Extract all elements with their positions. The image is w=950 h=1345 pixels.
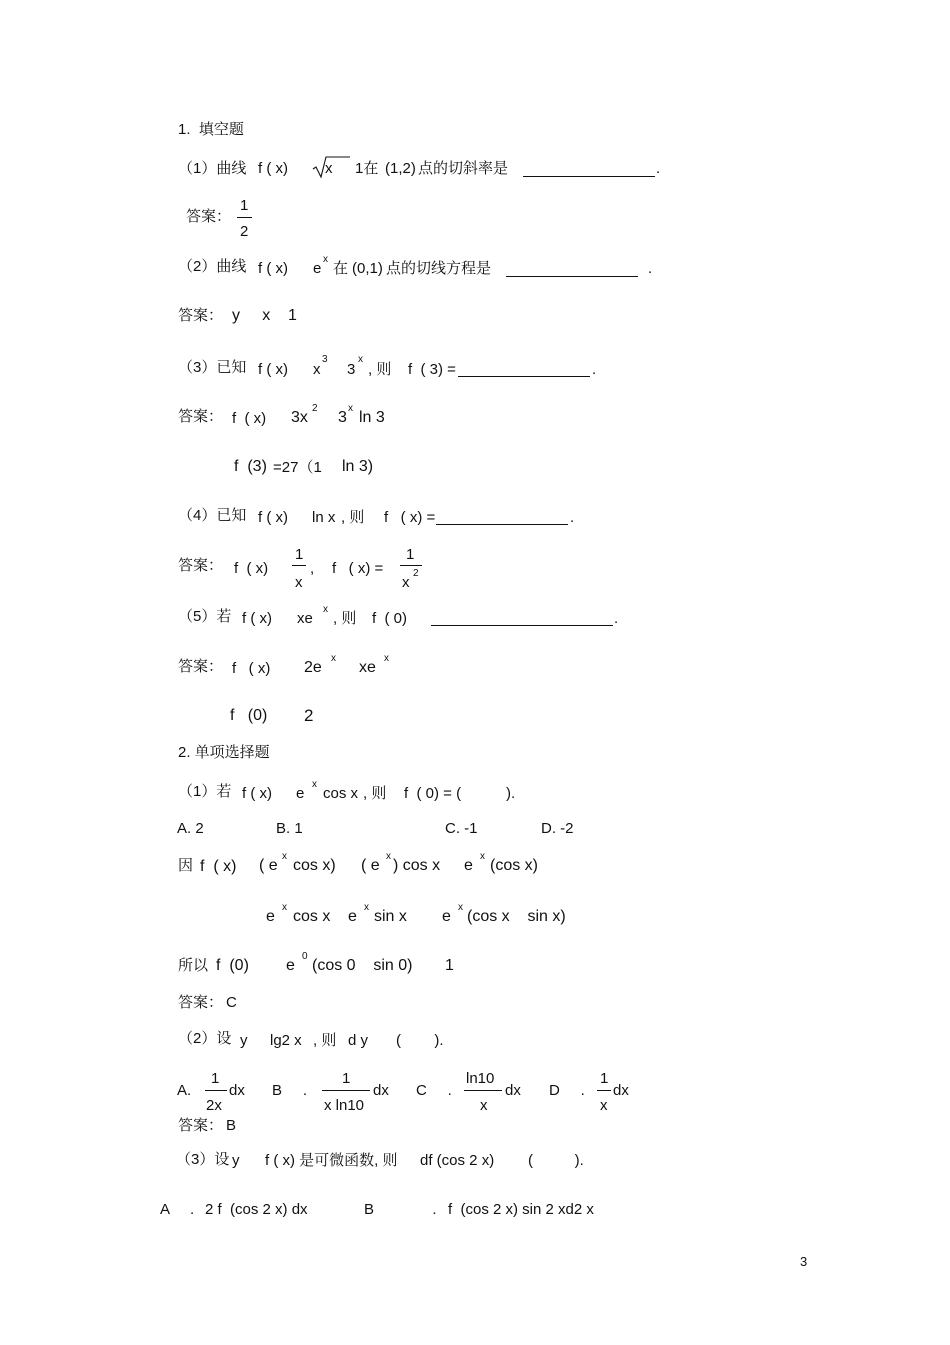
function-expr: f ( x) — [242, 610, 272, 627]
fraction-denominator: x — [402, 574, 410, 591]
function-expr: f ( x) — [242, 785, 272, 802]
section-title: 2. 单项选择题 — [178, 744, 270, 761]
exponent: 2 — [413, 568, 419, 579]
derivative-expr: f ( 0) = ( — [404, 785, 462, 802]
choice-paren: ( ). — [396, 1032, 444, 1049]
term: 3x — [291, 409, 308, 426]
period: . — [592, 361, 597, 378]
period: . — [614, 610, 619, 627]
answer-label: 答案： — [186, 208, 232, 225]
derivative-expr: f ( 3) = — [408, 361, 456, 378]
choice-paren: ). — [506, 785, 516, 802]
derivative-expr: f ( 0) — [372, 610, 408, 627]
choice-paren: ( ). — [528, 1152, 584, 1169]
term: cos x — [293, 908, 331, 925]
term: (cos x sin x) — [467, 908, 566, 925]
term: d y — [348, 1032, 369, 1049]
period: . — [648, 260, 653, 277]
exponent: x — [282, 902, 287, 913]
term: df (cos 2 x) — [420, 1152, 495, 1169]
answer-label: 答案： — [178, 994, 224, 1011]
term: 3 — [347, 361, 356, 378]
fraction-denominator: 2x — [206, 1097, 222, 1114]
question-label: （1）若 — [178, 783, 232, 800]
fraction-bar — [237, 217, 252, 218]
question-label: （2）曲线 — [178, 258, 247, 275]
term: ( e — [361, 857, 380, 874]
derivative-expr: f ( x) = — [384, 509, 436, 526]
exponent: x — [323, 254, 328, 265]
answer-blank[interactable] — [523, 176, 655, 177]
fraction-denominator: x ln10 — [324, 1097, 365, 1114]
term: 1在 — [355, 160, 379, 177]
answer-value: 2 — [304, 706, 314, 725]
derivative-expr: f ( x) — [200, 858, 237, 875]
solution-label: 所以 — [178, 957, 209, 974]
answer-expr: =27（1 — [273, 459, 322, 476]
question-text: , 则 — [313, 1032, 337, 1049]
answer-value: C — [226, 994, 237, 1011]
exp-base: e — [296, 785, 305, 802]
exponent: x — [480, 851, 485, 862]
exponent: x — [331, 653, 336, 664]
fraction-denominator: 2 — [240, 223, 249, 240]
option-a-label[interactable]: A . — [160, 1201, 195, 1218]
question-text: , 则 — [333, 610, 357, 627]
answer-label: 答案： — [178, 557, 224, 574]
term: lg2 x — [270, 1032, 302, 1049]
option-a-expr: 2 f (cos 2 x) dx — [205, 1201, 308, 1218]
derivative-expr: f (3) — [234, 458, 267, 475]
fraction-bar — [400, 565, 422, 566]
exponent: 2 — [312, 403, 318, 414]
point: (0,1) — [352, 260, 383, 277]
derivative-expr: f ( x) = — [332, 560, 384, 577]
point: (1,2) — [385, 160, 416, 177]
term: xe — [359, 659, 376, 676]
answer-expr: y x 1 — [232, 307, 297, 324]
term: ln x — [312, 509, 336, 526]
term: dx — [505, 1082, 521, 1099]
option-d[interactable]: D. -2 — [541, 820, 574, 837]
fraction-denominator: x — [295, 574, 303, 591]
term: e — [348, 908, 357, 925]
term: (cos x) — [490, 857, 538, 874]
term: ln 3 — [359, 409, 385, 426]
fraction-bar — [597, 1090, 611, 1091]
option-b-label[interactable]: B . — [272, 1082, 308, 1099]
term: e — [266, 908, 275, 925]
answer-blank[interactable] — [436, 524, 568, 525]
fraction-numerator: 1 — [600, 1070, 609, 1087]
fraction-numerator: 1 — [295, 546, 304, 563]
term: ( e — [259, 857, 278, 874]
exponent: x — [358, 354, 363, 365]
exponent: x — [348, 403, 353, 414]
answer-label: 答案： — [178, 408, 224, 425]
exponent: x — [384, 653, 389, 664]
exponent: 3 — [322, 354, 328, 365]
term: (cos 0 sin 0) — [312, 957, 413, 974]
function-expr: f ( x) — [258, 361, 288, 378]
answer-blank[interactable] — [458, 376, 590, 377]
term: x — [313, 361, 321, 378]
option-b-expr: f (cos 2 x) sin 2 xd2 x — [448, 1201, 594, 1218]
fraction-numerator: 1 — [240, 197, 249, 214]
question-text: f ( x) 是可微函数, 则 — [265, 1152, 398, 1169]
question-text: , 则 — [363, 785, 387, 802]
term: cos x) — [293, 857, 336, 874]
derivative-expr: f ( x) — [234, 560, 269, 577]
term: e — [442, 908, 451, 925]
answer-value: 1 — [445, 957, 454, 974]
derivative-expr: f ( x) — [232, 660, 271, 677]
fraction-bar — [205, 1090, 227, 1091]
fraction-numerator: 1 — [406, 546, 415, 563]
exponent: x — [364, 902, 369, 913]
function-expr: f ( x) — [258, 260, 288, 277]
fraction-bar — [464, 1090, 502, 1091]
sqrt-argument: x — [325, 160, 333, 177]
question-text: 在 — [333, 260, 349, 277]
fraction-denominator: x — [480, 1097, 488, 1114]
term: cos x — [323, 785, 359, 802]
exponent: x — [312, 779, 317, 790]
option-c[interactable]: C. -1 — [445, 820, 478, 837]
term: e — [286, 957, 295, 974]
period: . — [570, 509, 575, 526]
option-c-label[interactable]: C . — [416, 1082, 452, 1099]
question-label: （2）设 — [178, 1030, 232, 1047]
answer-blank[interactable] — [506, 276, 638, 277]
fraction-bar — [322, 1090, 370, 1091]
term: 2e — [304, 659, 322, 676]
fraction-numerator: 1 — [211, 1070, 220, 1087]
fraction-denominator: x — [600, 1097, 608, 1114]
section-title: 1. 填空题 — [178, 121, 244, 138]
question-text: , 则 — [368, 361, 392, 378]
term: y — [240, 1032, 248, 1049]
term: dx — [373, 1082, 389, 1099]
question-label: （1）曲线 — [178, 160, 247, 177]
question-label: （4）已知 — [178, 507, 247, 524]
solution-label: 因 — [178, 857, 194, 874]
derivative-expr: f (0) — [230, 707, 268, 724]
question-text: , 则 — [341, 509, 365, 526]
option-a-label[interactable]: A. — [177, 1082, 192, 1099]
exponent: x — [386, 851, 391, 862]
answer-label: 答案： — [178, 307, 224, 324]
question-label: （5）若 — [178, 608, 232, 625]
question-label: （3）已知 — [178, 359, 247, 376]
function-expr: f ( x) — [258, 160, 288, 177]
exponent: 0 — [302, 951, 308, 962]
term: sin x — [374, 908, 407, 925]
term: y — [232, 1152, 240, 1169]
derivative-expr: f (0) — [216, 957, 249, 974]
period: . — [656, 160, 661, 177]
answer-label: 答案： — [178, 1117, 224, 1134]
option-b-label[interactable]: B . — [364, 1201, 437, 1218]
exponent: x — [282, 851, 287, 862]
exp-base: e — [313, 260, 322, 277]
term: dx — [613, 1082, 629, 1099]
option-d-label[interactable]: D . — [549, 1082, 585, 1099]
term: e — [464, 857, 473, 874]
answer-value: B — [226, 1117, 237, 1134]
option-a[interactable]: A. 2 — [177, 820, 204, 837]
option-b[interactable]: B. 1 — [276, 820, 303, 837]
term: xe — [297, 610, 313, 627]
function-expr: f ( x) — [258, 509, 288, 526]
fraction-numerator: 1 — [342, 1070, 351, 1087]
comma: , — [310, 560, 315, 577]
question-text: 点的切斜率是 — [418, 160, 509, 177]
term: 3 — [338, 409, 347, 426]
question-text: 点的切线方程是 — [386, 260, 492, 277]
fraction-numerator: ln10 — [466, 1070, 495, 1087]
page-number: 3 — [800, 1254, 808, 1269]
exponent: x — [323, 604, 328, 615]
fraction-bar — [292, 565, 306, 566]
answer-blank[interactable] — [431, 625, 613, 626]
term: dx — [229, 1082, 245, 1099]
answer-expr: ln 3) — [342, 458, 374, 475]
question-label: （3）设 — [176, 1151, 230, 1168]
answer-label: 答案： — [178, 658, 224, 675]
exponent: x — [458, 902, 463, 913]
derivative-expr: f ( x) — [232, 410, 267, 427]
term: ) cos x — [393, 857, 441, 874]
